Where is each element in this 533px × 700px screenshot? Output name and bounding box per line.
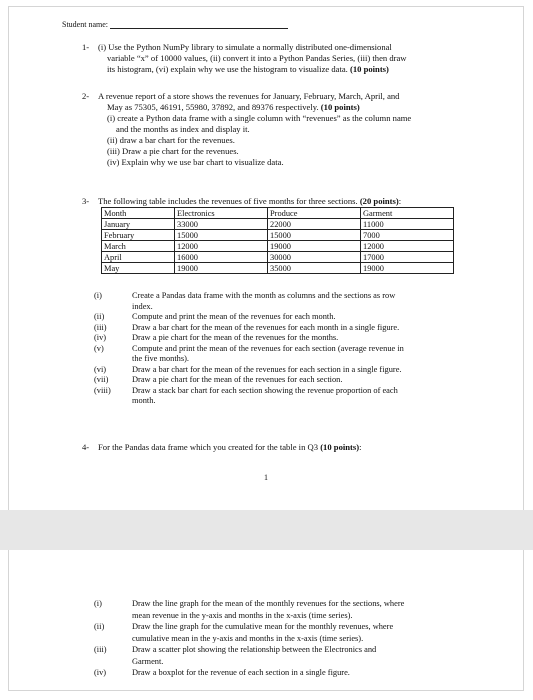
- q2-part-iii: (iii) Draw a pie chart for the revenues.: [107, 146, 239, 156]
- q4-line-1: For the Pandas data frame which you created for the table in Q3: [98, 442, 319, 452]
- item-number: (iv): [94, 333, 107, 342]
- list-item: [94, 365, 462, 376]
- table-cell: 15000: [268, 230, 361, 241]
- table-cell: 12000: [361, 241, 454, 252]
- list-item: [94, 344, 462, 365]
- student-name-line: [110, 20, 288, 29]
- q3-line-1: The following table includes the revenues of five months for three sections.: [98, 196, 358, 206]
- q4-parts-list: [94, 598, 492, 679]
- q1-line-2: variable “x” of 10000 values, (ii) convert it into a Python Pandas Series, (iii) then draw: [107, 53, 407, 63]
- q2-part-i-b: and the months as index and display it.: [116, 124, 250, 134]
- question-1-number: 1-: [82, 42, 90, 52]
- q2-points: (10 points): [320, 102, 360, 112]
- table-cell: January: [102, 219, 175, 230]
- table-cell: 12000: [175, 241, 268, 252]
- list-item: [94, 333, 462, 344]
- list-item: [94, 621, 492, 644]
- page-number: 1: [264, 473, 268, 482]
- item-text-cont: index.: [132, 301, 153, 311]
- item-text: Draw a bar chart for the mean of the revenues for each section in a single figure.: [132, 364, 402, 374]
- q3-colon: :: [398, 196, 402, 206]
- item-text: Create a Pandas data frame with the month as columns and the sections as row: [132, 291, 396, 300]
- item-text: Compute and print the mean of the revenues for each section (average revenue in: [132, 343, 404, 353]
- page-2: [0, 550, 533, 700]
- item-text: Draw a boxplot for the revenue of each section in a single figure.: [132, 668, 350, 677]
- item-text-cont: the five months).: [132, 354, 189, 363]
- table-cell: 17000: [361, 252, 454, 263]
- item-number: (viii): [94, 385, 111, 395]
- table-cell: 22000: [268, 219, 361, 230]
- item-number: (vii): [94, 375, 109, 384]
- item-text: Compute and print the mean of the revenues for each month.: [132, 312, 336, 321]
- item-text-cont: Garment.: [132, 656, 164, 666]
- q2-part-i-a: (i) create a Python data frame with a single column with “revenues” as the column name: [107, 113, 412, 123]
- item-text: Draw a scatter plot showing the relationship between the Electronics and: [132, 645, 377, 654]
- item-number: (iii): [94, 322, 107, 332]
- q2-part-iv: (iv) Explain why we use bar chart to visualize data.: [107, 157, 284, 167]
- q2-part-ii: (ii) draw a bar chart for the revenues.: [107, 135, 235, 145]
- list-item: [94, 312, 462, 323]
- page-separator: [0, 510, 533, 550]
- list-item: [94, 291, 462, 312]
- item-number: (iv): [94, 668, 107, 677]
- table-cell: 7000: [361, 230, 454, 241]
- student-name-label: Student name:: [62, 20, 108, 29]
- table-row: [102, 263, 454, 274]
- q1-line-1: (i) Use the Python NumPy library to simulate a normally distributed one-dimensional: [98, 42, 392, 52]
- table-cell: 33000: [175, 219, 268, 230]
- item-number: (iii): [94, 645, 107, 654]
- table-row: [102, 241, 454, 252]
- item-number: (vi): [94, 364, 107, 374]
- table-cell: 19000: [361, 263, 454, 274]
- item-number: (i): [94, 291, 102, 300]
- q1-points: (10 points): [349, 64, 389, 74]
- item-text: Draw a bar chart for the mean of the revenues for each month in a single figure.: [132, 322, 400, 332]
- item-text: Draw a pie chart for the mean of the revenues for the months.: [132, 333, 339, 342]
- q3-points: (20 points): [359, 196, 399, 206]
- item-text-cont: mean revenue in the y-axis and months in the x-axis (time series).: [132, 610, 353, 620]
- q2-line-1: A revenue report of a store shows the revenues for January, February, March, April, and: [98, 91, 400, 101]
- question-3-number: 3-: [82, 196, 90, 206]
- list-item: [94, 644, 492, 667]
- table-cell: 11000: [361, 219, 454, 230]
- item-text-cont: cumulative mean in the y-axis and months in the x-axis (time series).: [132, 633, 364, 643]
- q2-line-2: May as 75305, 46191, 55980, 37892, and 89376 respectively.: [107, 102, 319, 112]
- table-header-cell: Garment: [361, 208, 454, 219]
- item-text: Draw the line graph for the mean of the monthly revenues for the sections, where: [132, 599, 405, 608]
- question-2-number: 2-: [82, 91, 90, 101]
- table-cell: April: [102, 252, 175, 263]
- table-cell: 19000: [175, 263, 268, 274]
- question-4-number: 4-: [82, 442, 90, 452]
- list-item: [94, 375, 462, 386]
- table-row: [102, 219, 454, 230]
- table-cell: March: [102, 241, 175, 252]
- table-cell: May: [102, 263, 175, 274]
- item-number: (v): [94, 343, 104, 353]
- table-row: [102, 252, 454, 263]
- item-text: Draw a pie chart for the mean of the revenues for each section.: [132, 375, 343, 384]
- list-item: [94, 667, 492, 679]
- list-item: [94, 598, 492, 621]
- list-item: [94, 386, 462, 407]
- table-cell: 35000: [268, 263, 361, 274]
- item-number: (ii): [94, 312, 105, 321]
- table-header-cell: Month: [102, 208, 175, 219]
- student-name-field: [62, 20, 288, 29]
- table-header-row: [102, 208, 454, 219]
- table-row: [102, 230, 454, 241]
- table-cell: 16000: [175, 252, 268, 263]
- q3-parts-list: [94, 291, 462, 407]
- table-header-cell: Electronics: [175, 208, 268, 219]
- item-text: Draw the line graph for the cumulative mean for the monthly revenues, where: [132, 622, 394, 631]
- table-cell: 19000: [268, 241, 361, 252]
- q4-colon: :: [359, 442, 362, 452]
- q1-line-3: its histogram, (vi) explain why we use the histogram to visualize data.: [107, 64, 348, 74]
- table-cell: 15000: [175, 230, 268, 241]
- item-number: (ii): [94, 622, 105, 631]
- item-text-cont: month.: [132, 396, 156, 405]
- item-text: Draw a stack bar chart for each section showing the revenue proportion of each: [132, 385, 398, 395]
- q4-points: (10 points): [320, 442, 360, 452]
- table-cell: February: [102, 230, 175, 241]
- table-header-cell: Produce: [268, 208, 361, 219]
- item-number: (i): [94, 599, 102, 608]
- revenue-table: [101, 207, 454, 274]
- table-cell: 30000: [268, 252, 361, 263]
- list-item: [94, 323, 462, 334]
